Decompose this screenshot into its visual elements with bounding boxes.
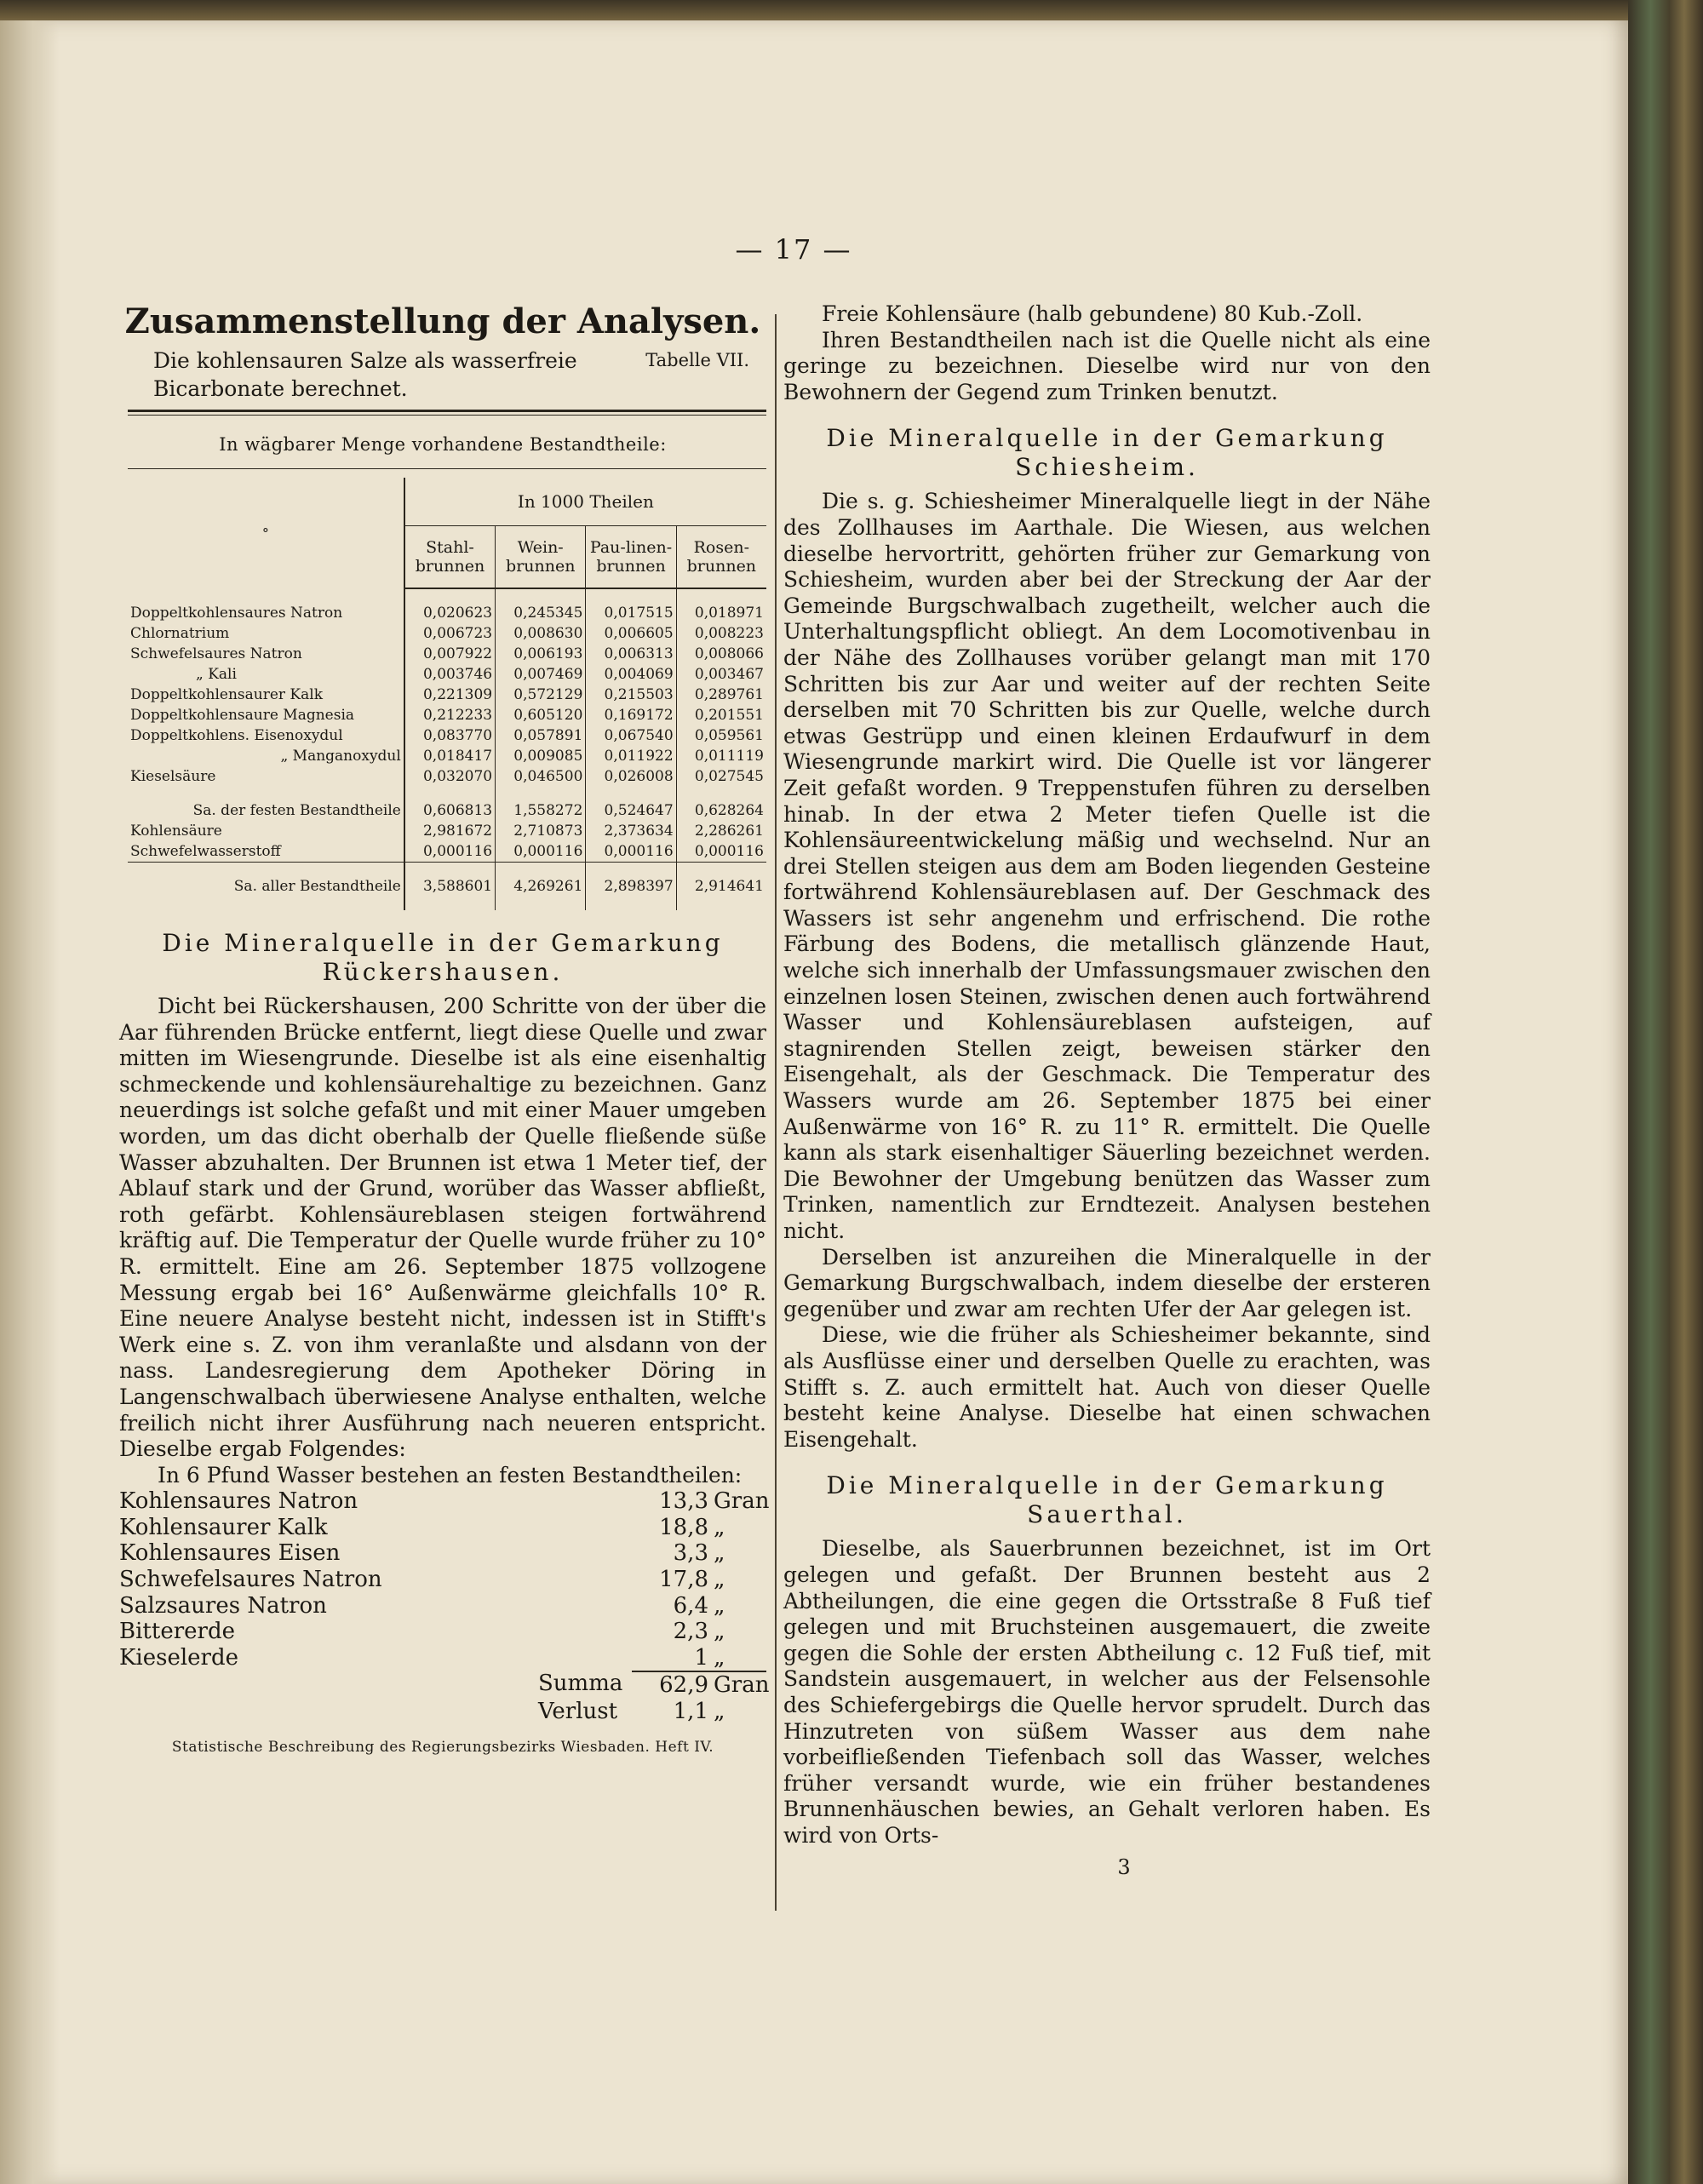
row-label: Kieselsäure	[130, 768, 216, 785]
row-label: Doppeltkohlensaure Magnesia	[130, 707, 355, 724]
cell: 0,289761	[676, 685, 766, 705]
right-column	[783, 301, 1431, 1879]
table-row	[128, 644, 766, 664]
cell: 0,006193	[496, 644, 586, 664]
paragraph: Ihren Bestandtheilen nach ist die Quelle nicht als eine geringe zu bezeichnen. Dieselbe wird nur von den Bewohnern der Gegend zum Trinken benutzt.	[783, 327, 1431, 404]
cell: 3,588601	[404, 876, 496, 897]
verlust-value: 1,1	[673, 1699, 708, 1725]
subtotal-row	[128, 821, 766, 841]
cell: 0,000116	[676, 841, 766, 863]
row-label: Chlornatrium	[130, 625, 230, 642]
table-row	[128, 685, 766, 705]
item-unit: „	[714, 1567, 725, 1593]
cell: 0,006605	[586, 623, 676, 644]
cell: 0,011922	[586, 746, 676, 766]
paragraph: Die s. g. Schiesheimer Mineralquelle liegt in der Nähe des Zollhauses im Aarthale. Die Wiesen, aus welchen dieselbe hervortritt, gehörten früher zur Gemarkung von Schiesheim, wurden aber bei der Streckung der Aar der Gemeinde Burgschwalbach zugetheilt, welcher auch die Unterhaltungspflicht obliegt. An dem Locomotivenbau in der Nähe des Zollhauses vorüber gelangt man mit 170 Schritten bis zur Aar und weiter auf der rechten Seite derselben mit 70 Schritten bis zur Quelle, welche durch etwas Gestrüpp und einen kleinen Erdaufwurf in dem Wiesengrunde markirt wird. Die Quelle ist vor längerer Zeit gefaßt worden. 9 Treppenstufen führen zu derselben hinab. In der etwa 2 Meter tiefen Quelle ist die Kohlensäureentwickelung mäßig und wechselnd. Nur an drei Stellen steigen aus dem am Boden liegenden Gesteine fortwährend Kohlensäureblasen auf. Der Geschmack des Wassers ist sehr angenehm und erfrischend. Die rothe Färbung des Bodens, die metallisch glänzende Haut, welche sich innerhalb der Umfassungsmauer zwischen den einzelnen losen Steinen, zwischen denen auch fortwährend Wasser und Kohlensäureblasen aufsteigen, auf stagnirenden Stellen zeigt, beweisen stärker den Eisengehalt, als der Geschmack. Die Temperatur des Wassers wurde am 26. September 1875 bei einer Außenwärme von 16° R. zu 11° R. ermittelt. Die Quelle kann als stark eisenhaltiger Säuerling bezeichnet werden. Die Bewohner der Umgebung benützen das Wasser zum Trinken, namentlich zur Erndtezeit. Analysen bestehen nicht.	[783, 489, 1431, 1243]
cell: 0,212233	[404, 705, 496, 725]
cell: 0,017515	[586, 603, 676, 623]
item-value: 13,3	[659, 1488, 708, 1515]
list-item	[119, 1515, 766, 1541]
book-page	[0, 20, 1628, 2184]
item-unit: „	[714, 1540, 725, 1567]
list-item	[119, 1540, 766, 1567]
cell: 0,011119	[676, 746, 766, 766]
cell: 0,007922	[404, 644, 496, 664]
cell: 0,003746	[404, 664, 496, 685]
cell: 0,006723	[404, 623, 496, 644]
cell: 0,000116	[404, 841, 496, 863]
cell: 0,003467	[676, 664, 766, 685]
subtitle-block	[119, 347, 766, 403]
cell: 2,286261	[676, 821, 766, 841]
total-row	[128, 876, 766, 897]
cell: 0,008630	[496, 623, 586, 644]
item-name: Kohlensaurer Kalk	[119, 1514, 328, 1540]
table-row	[128, 705, 766, 725]
summa-value: 62,9	[632, 1671, 708, 1699]
cell: 0,046500	[496, 766, 586, 787]
left-column	[119, 301, 770, 1756]
item-unit: „	[714, 1619, 725, 1645]
row-label: „ Manganoxydul	[280, 748, 401, 765]
item-name: Salzsaures Natron	[119, 1592, 327, 1619]
list-item	[119, 1593, 766, 1619]
page-number: — 17 —	[735, 233, 852, 266]
table-row	[128, 603, 766, 623]
cell: 0,008066	[676, 644, 766, 664]
column-rule	[775, 314, 777, 1911]
paragraph: Dieselbe, als Sauerbrunnen bezeichnet, ist im Ort gelegen und gefaßt. Der Brunnen besteht aus 2 Abtheilungen, die eine gegen die Ortsstraße 8 Fuß tief gelegen und mit Bruchsteinen ausgemauert, die zweite gegen die Sohle der ersten Abtheilung c. 12 Fuß tief, mit Sandstein ausgemauert, in welcher aus der Felsensohle des Schiefergebirgs die Quelle hervor sprudelt. Durch das Hinzutreten von süßem Wasser aus dem nahe vorbeifließenden Tiefenbach soll das Wasser, welches früher versandt wurde, wie ein früher bestandenes Brunnenhäuschen bewies, an Gehalt verloren haben. Es wird von Orts-	[783, 1536, 1431, 1848]
mineral-list	[119, 1488, 770, 1725]
table-row	[128, 725, 766, 746]
table-caption: In wägbarer Menge vorhandene Bestandtheile:	[219, 434, 667, 455]
stub-header: °	[261, 525, 269, 542]
verlust-unit: „	[714, 1699, 725, 1725]
cell: 0,245345	[496, 603, 586, 623]
row-label: Sa. der festen Bestandtheile	[192, 802, 401, 819]
cell: 2,898397	[586, 876, 676, 897]
cell: 0,009085	[496, 746, 586, 766]
page-title: Zusammenstellung der Analysen.	[124, 301, 761, 341]
column-header: Stahl-brunnen	[404, 526, 496, 589]
item-name: Kohlensaures Natron	[119, 1488, 358, 1515]
list-item	[119, 1567, 766, 1593]
cell: 0,605120	[496, 705, 586, 725]
paragraph: Diese, wie die früher als Schiesheimer bekannte, sind als Ausflüsse einer und derselben Quelle zu erachten, was Stifft s. Z. auch ermittelt hat. Auch von dieser Quelle besteht keine Analyse. Dieselbe hat einen schwachen Eisengehalt.	[783, 1322, 1431, 1452]
table-row	[128, 664, 766, 685]
cell: 0,201551	[676, 705, 766, 725]
section-heading: Die Mineralquelle in der Gemarkung Rückershausen.	[162, 929, 724, 986]
summa-row	[119, 1671, 770, 1699]
cell: 0,018971	[676, 603, 766, 623]
cell: 0,008223	[676, 623, 766, 644]
cell: 0,004069	[586, 664, 676, 685]
item-name: Kieselerde	[119, 1644, 239, 1671]
paragraph: Freie Kohlensäure (halb gebundene) 80 Kub.-Zoll.	[822, 301, 1363, 326]
item-name: Schwefelsaures Natron	[119, 1567, 382, 1593]
cell: 0,628264	[676, 800, 766, 821]
subtotal-row	[128, 800, 766, 821]
book-cover-edge-right	[1628, 0, 1703, 2184]
list-item	[119, 1619, 766, 1645]
row-label: Doppeltkohlens. Eisenoxydul	[130, 727, 343, 744]
row-label: „ Kali	[196, 666, 237, 683]
verlust-row	[119, 1699, 766, 1725]
cell: 0,018417	[404, 746, 496, 766]
row-label: Doppeltkohlensaures Natron	[130, 605, 343, 622]
cell: 1,558272	[496, 800, 586, 821]
summa-label: Summa	[538, 1671, 623, 1697]
cell: 0,215503	[586, 685, 676, 705]
table-label: Tabelle VII.	[645, 350, 749, 370]
item-unit: „	[714, 1514, 725, 1540]
item-unit: „	[714, 1592, 725, 1619]
cell: 2,373634	[586, 821, 676, 841]
item-value: 17,8	[659, 1567, 708, 1593]
cell: 2,710873	[496, 821, 586, 841]
cell: 2,981672	[404, 821, 496, 841]
cell: 0,026008	[586, 766, 676, 787]
item-unit: Gran	[714, 1488, 770, 1515]
cell: 0,169172	[586, 705, 676, 725]
table-row	[128, 623, 766, 644]
analysis-table	[128, 478, 766, 910]
page-gutter	[0, 20, 60, 2184]
paragraph: Dicht bei Rückershausen, 200 Schritte von der über die Aar führenden Brücke entfernt, liegt diese Quelle und zwar mitten im Wiesengrunde. Dieselbe ist als eine eisenhaltig schmeckende und kohlensäurehaltige zu bezeichnen. Ganz neuerdings ist solche gefaßt und mit einer Mauer umgeben worden, um das dicht oberhalb der Quelle fließende süße Wasser abzuhalten. Der Brunnen ist etwa 1 Meter tief, der Ablauf stark und der Grund, worüber das Wasser abfließt, roth gefärbt. Kohlensäureblasen steigen fortwährend kräftig auf. Die Temperatur der Quelle wurde früher zu 10° R. ermittelt. Eine am 26. September 1875 vollzogene Messung ergab bei 16° Außenwärme gleichfalls 10° R. Eine neuere Analyse besteht nicht, indessen ist in Stifft's Werk eine s. Z. von ihm veranlaßte und alsdann von der nass. Landesregierung dem Apotheker Döring in Langenschwalbach überwiesene Analyse enthalten, welche freilich nicht ihrer Ausführung nach neueren entspricht. Dieselbe ergab Folgendes:	[119, 994, 766, 1462]
cell: 0,067540	[586, 725, 676, 746]
footnote: Statistische Beschreibung des Regierungsbezirks Wiesbaden. Heft IV.	[171, 1738, 714, 1756]
row-label: Schwefelwasserstoff	[130, 843, 281, 860]
cell: 0,059561	[676, 725, 766, 746]
column-header: Wein-brunnen	[496, 526, 586, 589]
cell: 2,914641	[676, 876, 766, 897]
cell: 4,269261	[496, 876, 586, 897]
column-header: Rosen-brunnen	[676, 526, 766, 589]
verlust-label: Verlust	[538, 1699, 618, 1725]
cell: 0,000116	[586, 841, 676, 863]
cell: 0,027545	[676, 766, 766, 787]
item-name: Kohlensaures Eisen	[119, 1540, 341, 1567]
cell: 0,083770	[404, 725, 496, 746]
cell: 0,221309	[404, 685, 496, 705]
item-value: 3,3	[673, 1540, 708, 1567]
summa-unit: Gran	[708, 1671, 766, 1699]
cell: 0,006313	[586, 644, 676, 664]
row-label: Sa. aller Bestandtheile	[233, 878, 401, 895]
cell: 0,572129	[496, 685, 586, 705]
row-label: Doppeltkohlensaurer Kalk	[130, 686, 323, 703]
signature-mark: 3	[1117, 1855, 1131, 1880]
title-rule-thin	[128, 415, 766, 416]
row-label: Kohlensäure	[130, 823, 222, 840]
paragraph: In 6 Pfund Wasser bestehen an festen Bestandtheilen:	[158, 1462, 743, 1488]
paragraph: Derselben ist anzureihen die Mineralquelle in der Gemarkung Burgschwalbach, indem dieselbe der ersteren gegenüber und zwar am rechten Ufer der Aar gelegen ist.	[783, 1244, 1431, 1321]
title-rule	[128, 410, 766, 412]
section-heading: Die Mineralquelle in der Gemarkung Sauerthal.	[826, 1471, 1388, 1529]
row-label: Schwefelsaures Natron	[130, 645, 302, 662]
cell: 0,020623	[404, 603, 496, 623]
item-value: 1	[694, 1644, 708, 1671]
list-item	[119, 1488, 770, 1515]
item-value: 2,3	[673, 1619, 708, 1645]
cell: 0,606813	[404, 800, 496, 821]
item-value: 6,4	[673, 1592, 708, 1619]
subtotal-row	[128, 841, 766, 863]
table-row	[128, 766, 766, 787]
column-header: Pau-linen-brunnen	[586, 526, 676, 589]
table-top-rule	[128, 468, 766, 469]
item-unit: „	[714, 1644, 725, 1671]
group-header: In 1000 Theilen	[404, 478, 766, 526]
cell: 0,032070	[404, 766, 496, 787]
list-item	[119, 1645, 766, 1671]
subtitle: Die kohlensauren Salze als wasserfreie Bicarbonate berechnet.	[153, 348, 577, 401]
cell: 0,000116	[496, 841, 586, 863]
item-name: Bittererde	[119, 1619, 235, 1645]
cell: 0,524647	[586, 800, 676, 821]
cell: 0,007469	[496, 664, 586, 685]
cell: 0,057891	[496, 725, 586, 746]
section-heading: Die Mineralquelle in der Gemarkung Schiesheim.	[826, 424, 1388, 482]
table-row	[128, 746, 766, 766]
item-value: 18,8	[659, 1514, 708, 1540]
